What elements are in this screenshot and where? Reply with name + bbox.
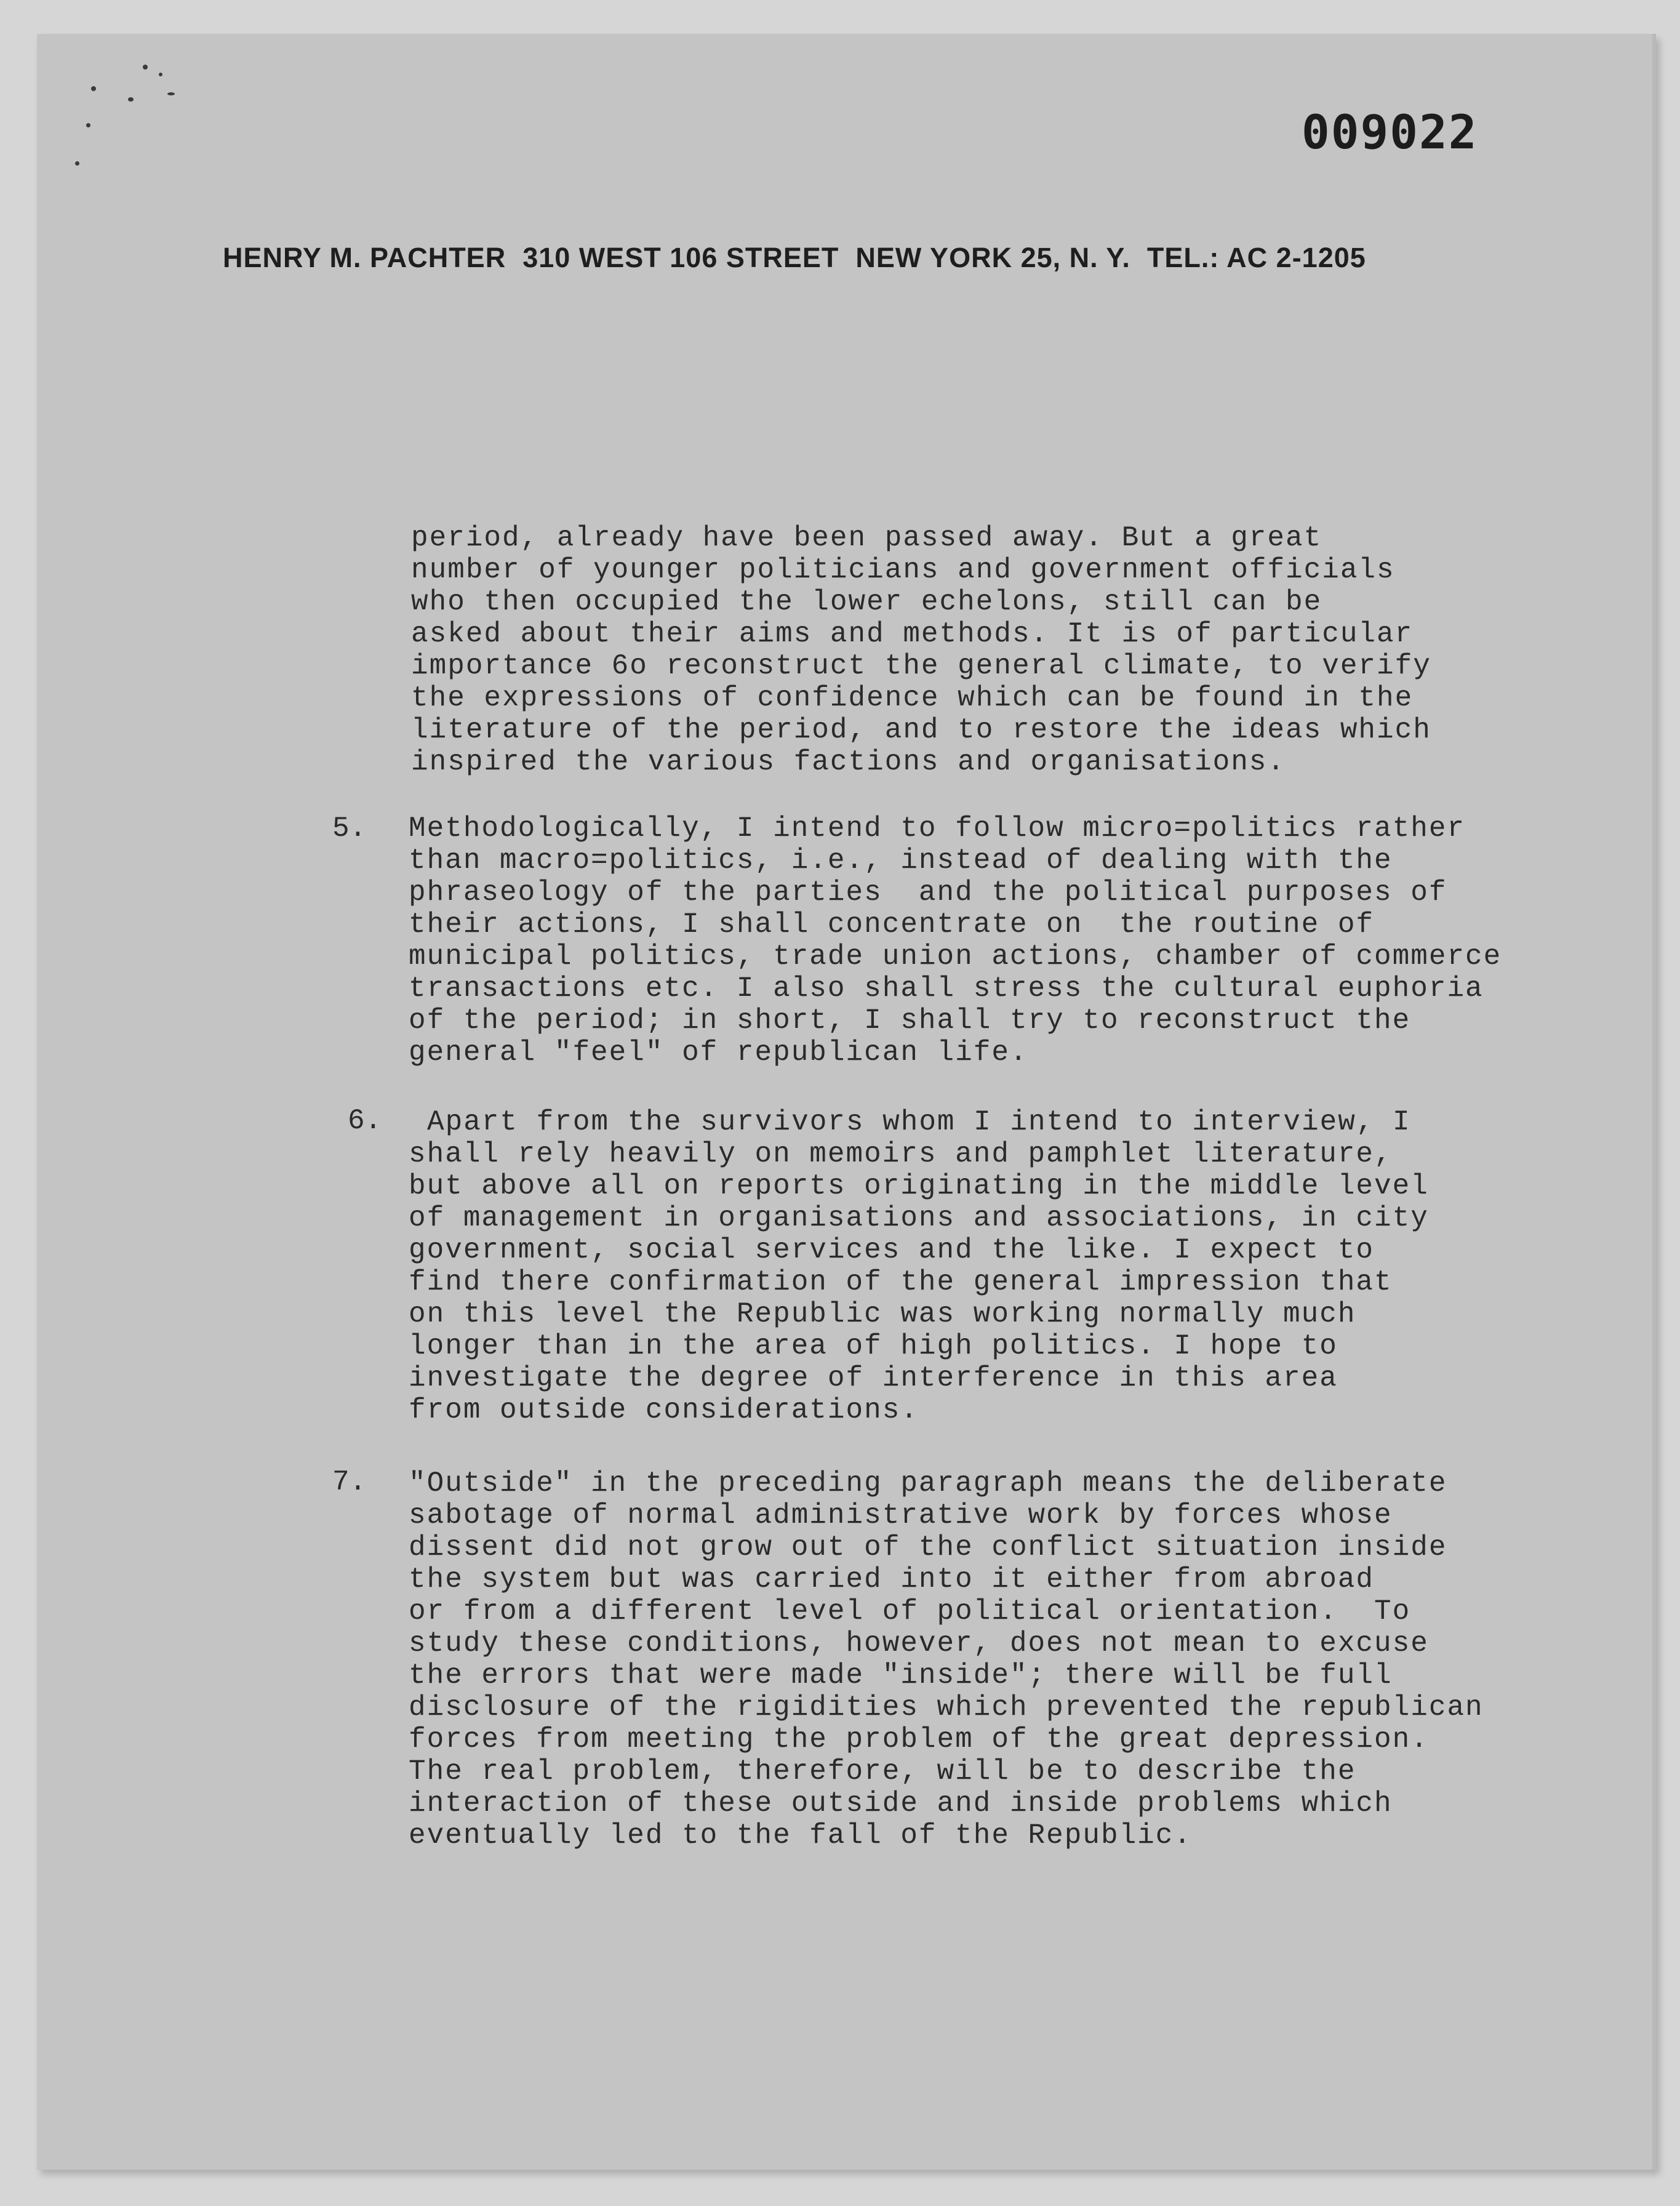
text-line: number of younger politicians and government officials <box>411 554 1395 586</box>
text-line: importance 6o reconstruct the general climate, to verify <box>411 650 1431 682</box>
text-line: asked about their aims and methods. It is of particular <box>411 618 1414 650</box>
text-line: their actions, I shall concentrate on the routine of <box>409 908 1375 941</box>
text-line: but above all on reports originating in the middle level <box>409 1170 1429 1202</box>
text-line: period, already have been passed away. But a great <box>411 522 1322 554</box>
text-line: of management in organisations and associations, in city <box>409 1202 1429 1234</box>
ink-speck <box>91 86 96 91</box>
numbered-paragraph <box>409 1106 1429 1426</box>
letterhead: HENRY M. PACHTER 310 WEST 106 STREET NEW YORK 25, N. Y. TEL.: AC 2-1205 <box>223 242 1366 273</box>
text-line: shall rely heavily on memoirs and pamphlet literature, <box>409 1138 1393 1170</box>
text-line: longer than in the area of high politics. I hope to <box>409 1330 1338 1362</box>
text-line: sabotage of normal administrative work by forces whose <box>409 1499 1393 1531</box>
text-line: find there confirmation of the general impression that <box>409 1266 1393 1298</box>
text-line: the errors that were made "inside"; there will be full <box>409 1659 1393 1691</box>
text-line: the expressions of confidence which can be found in the <box>411 682 1414 714</box>
text-line: eventually led to the fall of the Republic. <box>409 1819 1192 1851</box>
item-number: 7. <box>332 1466 367 1498</box>
text-line: "Outside" in the preceding paragraph means the deliberate <box>409 1467 1447 1499</box>
text-line: forces from meeting the problem of the great depression. <box>409 1723 1429 1755</box>
text-line: The real problem, therefore, will be to describe the <box>409 1755 1356 1787</box>
text-line: transactions etc. I also shall stress the cultural euphoria <box>409 973 1484 1005</box>
ink-speck <box>159 73 162 76</box>
text-line: investigate the degree of interference in this area <box>409 1362 1338 1394</box>
text-line: phraseology of the parties and the political purposes of <box>409 876 1447 908</box>
text-line: inspired the various factions and organisations. <box>411 746 1286 778</box>
text-line: than macro=politics, i.e., instead of dealing with the <box>409 844 1393 876</box>
ink-speck <box>143 65 148 70</box>
ink-speck <box>86 123 90 127</box>
intro-paragraph <box>411 522 1431 778</box>
ink-speck <box>128 97 134 102</box>
text-line: on this level the Republic was working normally much <box>409 1298 1356 1330</box>
text-line: dissent did not grow out of the conflict situation inside <box>409 1531 1447 1563</box>
text-line: the system but was carried into it either from abroad <box>409 1563 1375 1595</box>
text-line: Apart from the survivors whom I intend to interview, I <box>427 1106 1411 1138</box>
text-line: government, social services and the like. I expect to <box>409 1234 1375 1266</box>
text-line: or from a different level of political orientation. To <box>409 1595 1411 1627</box>
archive-number: 009022 <box>1302 105 1478 159</box>
text-line: of the period; in short, I shall try to reconstruct the <box>409 1005 1411 1037</box>
text-line: from outside considerations. <box>409 1394 919 1426</box>
numbered-paragraph <box>409 1467 1484 1851</box>
item-number: 6. <box>348 1105 382 1137</box>
text-line: municipal politics, trade union actions, chamber of commerce <box>409 941 1502 973</box>
ink-speck <box>167 92 175 95</box>
text-line: who then occupied the lower echelons, still can be <box>411 586 1322 618</box>
ink-speck <box>75 161 79 166</box>
text-line: Methodologically, I intend to follow micro=politics rather <box>409 812 1466 844</box>
text-line: disclosure of the rigidities which prevented the republican <box>409 1691 1484 1723</box>
text-line: general "feel" of republican life. <box>409 1037 1028 1069</box>
text-line: interaction of these outside and inside problems which <box>409 1787 1393 1819</box>
numbered-paragraph <box>409 812 1502 1069</box>
item-number: 5. <box>332 812 367 844</box>
text-line: study these conditions, however, does not mean to excuse <box>409 1627 1429 1659</box>
text-line: literature of the period, and to restore the ideas which <box>411 714 1431 746</box>
